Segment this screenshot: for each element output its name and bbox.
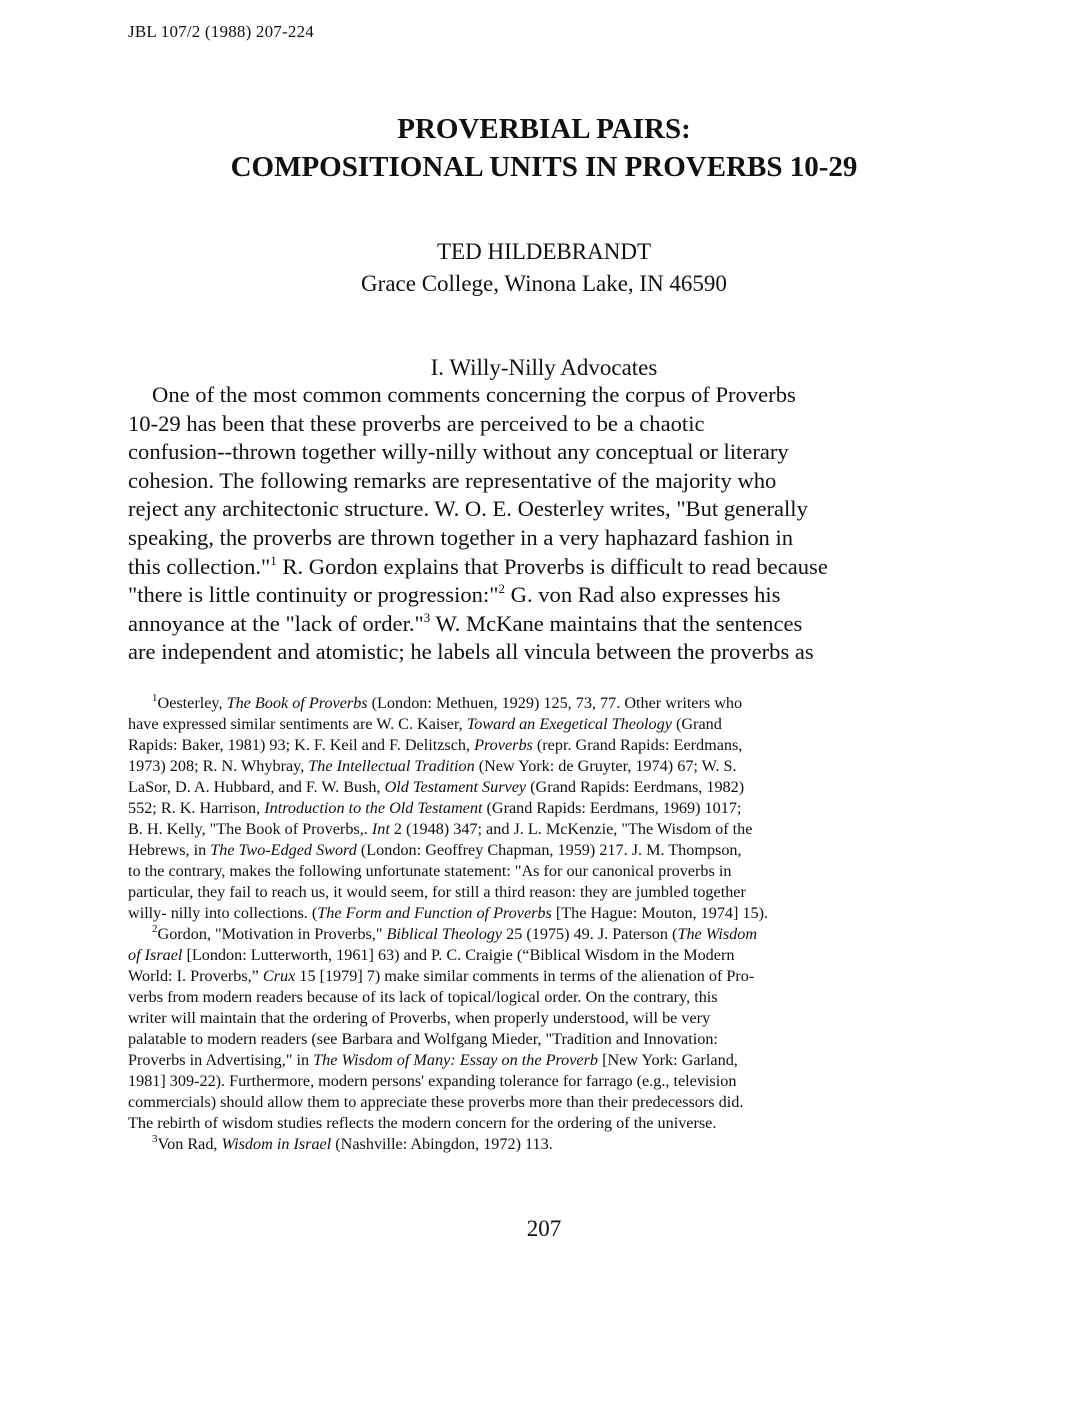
fn-citation-title: The Wisdom (677, 925, 758, 943)
footnote-1-line (128, 777, 918, 798)
footnote-1-line (128, 840, 918, 861)
footnote-1-line (128, 693, 918, 714)
footnote-ref-1[interactable]: 1 (270, 552, 277, 568)
fn-text: (London: Geoffrey Chapman, 1959) 217. J. M. Thompson, (356, 841, 742, 859)
fn-text: World: I. Proverbs,” (128, 967, 263, 985)
footnotes (128, 693, 918, 1155)
body-text-span: G. von Rad also expresses his (504, 582, 781, 608)
fn-text: willy- nilly into collections. ( (128, 904, 318, 922)
fn-text: 1973) 208; R. N. Whybray, (128, 757, 309, 775)
footnote-1-line (128, 735, 918, 756)
fn-text: (Nashville: Abingdon, 1972) 113. (331, 1135, 553, 1153)
fn-citation-title: The Wisdom of Many: Essay on the Proverb (313, 1051, 599, 1069)
fn-citation-title: The Form and Function of Proverbs (317, 904, 552, 922)
fn-citation-title: of Israel (128, 946, 183, 964)
fn-text: 25 (1975) 49. J. Paterson ( (502, 925, 678, 943)
fn-text: 552; R. K. Harrison, (128, 799, 265, 817)
fn-citation-title: Biblical Theology (386, 925, 503, 943)
footnote-ref-2[interactable]: 2 (498, 581, 505, 597)
footnote-ref-3[interactable]: 3 (423, 609, 431, 625)
footnote-2-line (128, 1050, 918, 1071)
body-line: confusion--thrown together willy-nilly without any conceptual or literary (128, 439, 789, 465)
title-line-1: PROVERBIAL PAIRS: (397, 113, 691, 145)
footnote-2-line: 1981] 309-22). Furthermore, modern persons' expanding tolerance for farrago (e.g., television (128, 1072, 737, 1090)
body-line (128, 610, 918, 639)
fn-citation-title: Old Testament Survey (384, 778, 527, 796)
footnote-2-line (128, 924, 918, 945)
article-title (0, 110, 1088, 186)
footnote-2-line: verbs from modern readers because of its lack of topical/logical order. On the contrary, this (128, 988, 718, 1006)
fn-citation-title: The Two-Edged Sword (210, 841, 357, 859)
footnote-1-line (128, 798, 918, 819)
fn-text: Oesterley, (157, 694, 227, 712)
footnote-2-line (128, 966, 918, 987)
page-number: 207 (526, 1216, 562, 1241)
fn-text: Rapids: Baker, 1981) 93; K. F. Keil and F. Delitzsch, (128, 736, 475, 754)
fn-text: (New York: de Gruyter, 1974) 67; W. S. (474, 757, 737, 775)
body-text-span: R. Gordon explains that Proverbs is difficult to read because (276, 553, 828, 579)
author-affiliation: Grace College, Winona Lake, IN 46590 (361, 271, 727, 296)
fn-citation-title: Toward an Exegetical Theology (466, 715, 672, 733)
body-text-span: this collection." (128, 553, 271, 579)
fn-citation-title: Proverbs (474, 736, 533, 754)
fn-text: [London: Lutterworth, 1961] 63) and P. C. Craigie (“Biblical Wisdom in the Modern (182, 946, 735, 964)
fn-citation-title: Wisdom in Israel (221, 1135, 332, 1153)
body-line: are independent and atomistic; he labels all vincula between the proverbs as (128, 639, 814, 665)
body-line (128, 581, 918, 610)
footnote-marker-3: 3 (152, 1133, 158, 1145)
footnote-2-line: writer will maintain that the ordering of Proverbs, when properly understood, will be very (128, 1009, 711, 1027)
footnote-2-line: The rebirth of wisdom studies reflects the modern concern for the ordering of the universe. (128, 1114, 717, 1132)
fn-text: B. H. Kelly, "The Book of Proverbs,. (128, 820, 372, 838)
fn-text: [The Hague: Mouton, 1974] 15). (551, 904, 769, 922)
body-line: One of the most common comments concerning the corpus of Proverbs (152, 382, 796, 407)
fn-text: Proverbs in Advertising," in (128, 1051, 314, 1069)
author-block (0, 236, 1088, 300)
footnote-marker-1: 1 (152, 692, 158, 704)
footnote-2-line: palatable to modern readers (see Barbara and Wolfgang Mieder, "Tradition and Innovation: (128, 1030, 718, 1048)
footnote-marker-2: 2 (152, 923, 158, 935)
fn-citation-title: The Book of Proverbs (226, 694, 368, 712)
fn-text: [New York: Garland, (598, 1051, 738, 1069)
body-paragraph (128, 381, 918, 667)
body-line: reject any architectonic structure. W. O. E. Oesterley writes, "But generally (128, 496, 808, 522)
fn-text: (London: Methuen, 1929) 125, 73, 77. Other writers who (367, 694, 743, 712)
title-line-2: COMPOSITIONAL UNITS IN PROVERBS 10-29 (230, 151, 858, 183)
footnote-2-line: commercials) should allow them to appreciate these proverbs more than their predecessors did. (128, 1093, 744, 1111)
fn-citation-title: Introduction to the Old Testament (264, 799, 483, 817)
footnote-3-line (128, 1134, 918, 1155)
fn-text: 2 (1948) 347; and J. L. McKenzie, "The Wisdom of the (389, 820, 753, 838)
fn-text: Hebrews, in (128, 841, 211, 859)
footnote-2-line (128, 945, 918, 966)
fn-text: Gordon, "Motivation in Proverbs," (157, 925, 387, 943)
body-line: 10-29 has been that these proverbs are perceived to be a chaotic (128, 410, 705, 436)
body-line: cohesion. The following remarks are representative of the majority who (128, 467, 777, 493)
author-name: TED HILDEBRANDT (437, 239, 651, 264)
body-line: speaking, the proverbs are thrown together in a very haphazard fashion in (128, 524, 794, 550)
fn-text: 15 [1979] 7) make similar comments in terms of the alienation of Pro- (295, 967, 755, 985)
footnote-1-line: to the contrary, makes the following unfortunate statement: "As for our canonical proverbs in (128, 862, 732, 880)
body-text-span: "there is little continuity or progression:" (128, 582, 499, 608)
fn-text: Von Rad, (157, 1135, 222, 1153)
body-text-span: W. McKane maintains that the sentences (430, 610, 803, 636)
fn-text: have expressed similar sentiments are W. C. Kaiser, (128, 715, 467, 733)
fn-text: (Grand (671, 715, 722, 733)
fn-text: LaSor, D. A. Hubbard, and F. W. Bush, (128, 778, 385, 796)
footnote-1-line (128, 756, 918, 777)
body-text-span: annoyance at the "lack of order." (128, 610, 424, 636)
fn-citation-title: Int (371, 820, 390, 838)
fn-citation-title: The Intellectual Tradition (308, 757, 475, 775)
footnote-1-line (128, 903, 918, 924)
body-line (128, 553, 918, 582)
footnote-1-line: particular, they fail to reach us, it would seem, for still a third reason: they are jumbled together (128, 883, 746, 901)
section-heading: I. Willy-Nilly Advocates (430, 355, 658, 380)
fn-text: (Grand Rapids: Eerdmans, 1969) 1017; (482, 799, 742, 817)
fn-text: (Grand Rapids: Eerdmans, 1982) (526, 778, 745, 796)
fn-citation-title: Crux (262, 967, 296, 985)
footnote-1-line (128, 819, 918, 840)
journal-reference: JBL 107/2 (1988) 207-224 (128, 22, 314, 41)
footnote-1-line (128, 714, 918, 735)
fn-text: (repr. Grand Rapids: Eerdmans, (532, 736, 743, 754)
